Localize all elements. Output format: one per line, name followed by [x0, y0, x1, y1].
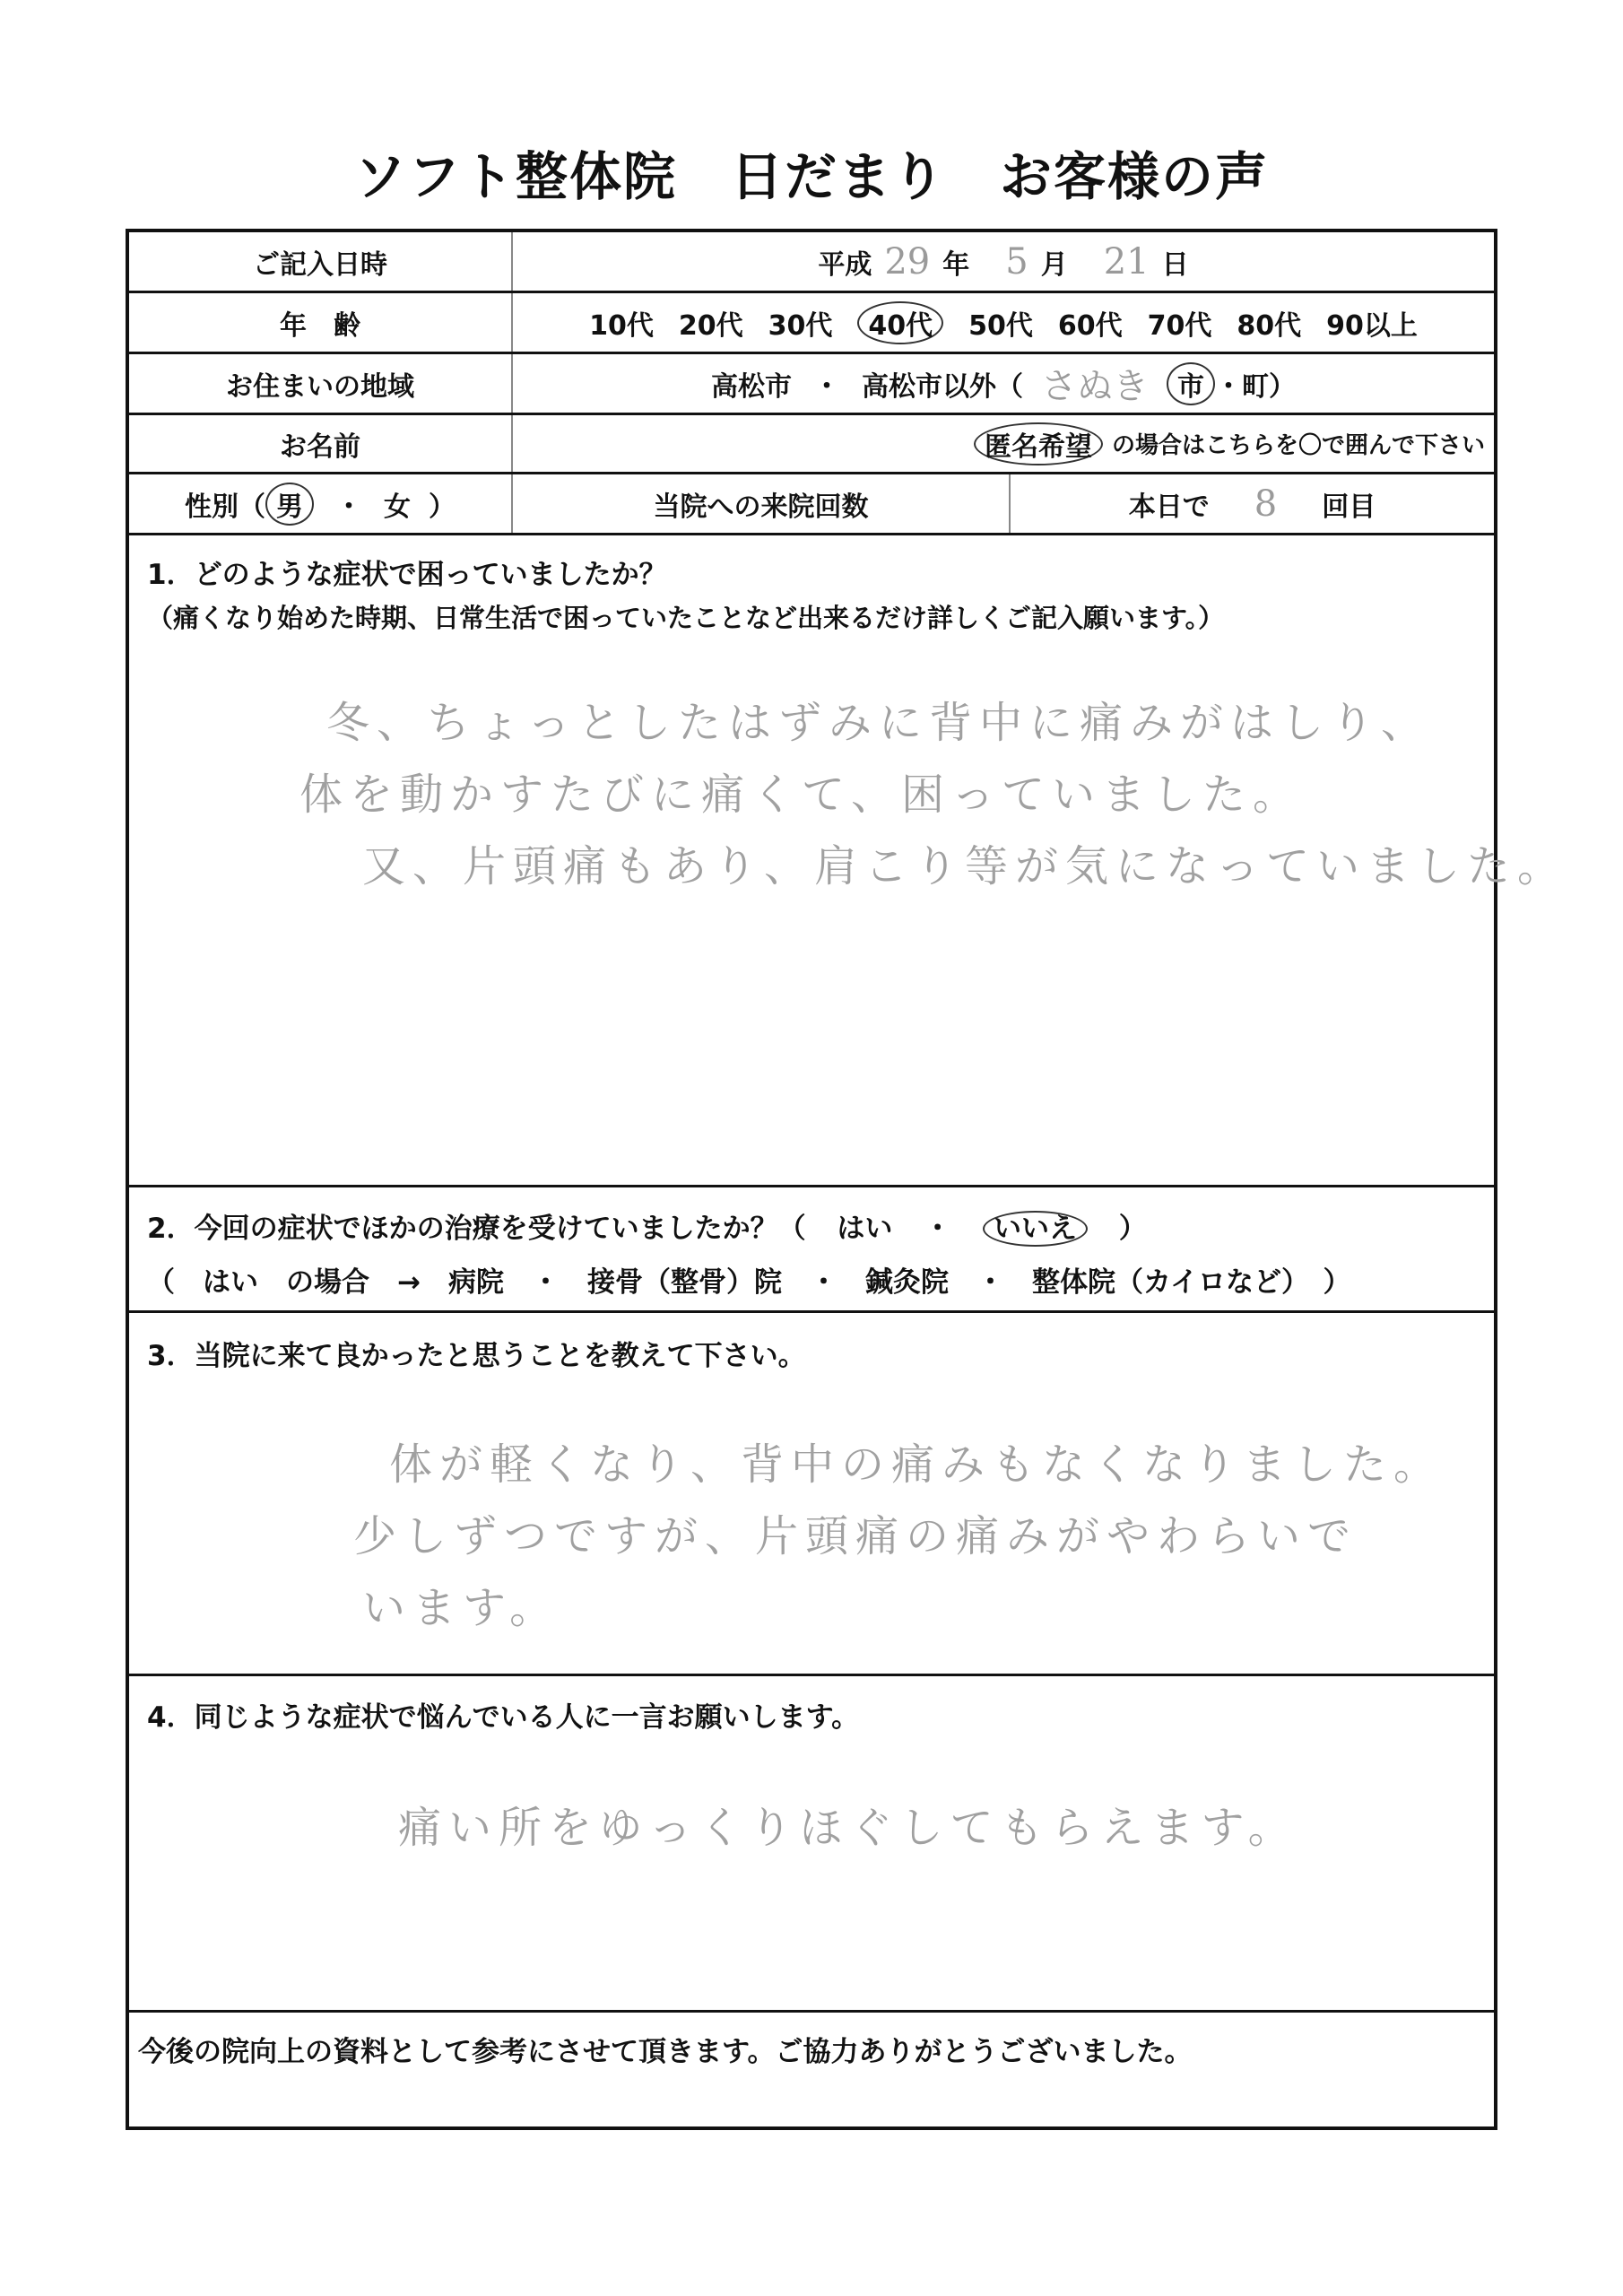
question-2-detail: （ はい の場合 → 病院 ・ 接骨（整骨）院 ・ 鍼灸院 ・ 整体院（カイロなど） ）	[147, 1266, 1351, 1299]
answer-1-line-2[interactable]: 体を動かすたびに痛くて、困っていました。	[299, 770, 1304, 820]
day-value[interactable]: 21	[1103, 240, 1150, 283]
date-value	[513, 232, 1494, 291]
name-value	[513, 415, 1494, 472]
question-3-title: 3．当院に来て良かったと思うことを教えて下さい。	[147, 1340, 806, 1372]
gender-female[interactable]: 女	[384, 491, 411, 523]
area-label: お住まいの地域	[129, 354, 513, 413]
gender-prefix: 性別（	[185, 491, 265, 523]
answer-2-yes[interactable]: はい	[837, 1213, 893, 1245]
day-unit: 日	[1161, 248, 1189, 281]
question-4-title: 4．同じような症状で悩んでいる人に一言お願いします。	[147, 1701, 860, 1734]
survey-form	[126, 229, 1568, 2130]
answer-2-separator: ・	[924, 1213, 952, 1245]
question-2-section	[129, 1187, 1494, 1313]
question-1-title: 1．どのような症状で困っていましたか？	[147, 559, 667, 591]
footer-section	[129, 2013, 1494, 2127]
question-1-subtitle: （痛くなり始めた時期、日常生活で困っていたことなど出来るだけ詳しくご記入願います。）	[147, 603, 1225, 633]
answer-1-line-1[interactable]: 冬、ちょっとしたはずみに背中に痛みがはしり、	[326, 698, 1432, 748]
age-option-30[interactable]: 30代	[768, 309, 833, 342]
age-option-40-selected[interactable]: 40代	[857, 301, 943, 344]
name-row	[129, 415, 1494, 474]
town-unit[interactable]: 町）	[1242, 370, 1296, 403]
today-suffix: 回目	[1322, 491, 1376, 523]
gender-male-selected[interactable]: 男	[265, 483, 314, 526]
area-value	[513, 354, 1494, 413]
age-label: 年 齢	[129, 293, 513, 352]
age-option-10[interactable]: 10代	[589, 309, 654, 342]
answer-1-line-3[interactable]: 又、片頭痛もあり、肩こり等が気になっていました。	[362, 841, 1568, 891]
age-option-90[interactable]: 90以上	[1326, 309, 1418, 342]
page-title: ソフト整体院 日だまり お客様の声	[353, 146, 1269, 207]
age-options	[513, 293, 1494, 352]
visits-label: 当院への来院回数	[513, 474, 1011, 533]
age-option-80[interactable]: 80代	[1237, 309, 1302, 342]
area-option-takamatsu[interactable]: 高松市	[711, 370, 792, 403]
answer-3-line-2[interactable]: 少しずつですが、片頭痛の痛みがやわらいで	[353, 1511, 1358, 1561]
area-separator: ・	[813, 370, 840, 403]
question-4-section	[129, 1676, 1494, 2013]
question-2-title-line	[147, 1205, 1147, 1246]
age-option-50[interactable]: 50代	[968, 309, 1033, 342]
anonymous-note: の場合はこちらを〇で囲んで下さい	[1111, 432, 1485, 459]
answer-4-line-1[interactable]: 痛い所をゆっくりほぐしてもらえます。	[398, 1803, 1298, 1853]
gender-separator: ・	[335, 491, 362, 523]
answer-2-no-selected[interactable]: いいえ	[983, 1211, 1088, 1247]
year-unit: 年	[942, 248, 970, 281]
gender-row	[129, 474, 1494, 535]
city-name-value[interactable]: さぬき	[1041, 366, 1149, 407]
today-prefix: 本日で	[1128, 491, 1210, 523]
answer-3-line-3[interactable]: います。	[362, 1583, 560, 1633]
age-row	[129, 293, 1494, 354]
area-option-outside[interactable]: 高松市以外（	[862, 370, 1023, 403]
age-option-70[interactable]: 70代	[1147, 309, 1212, 342]
date-row	[129, 232, 1494, 293]
month-unit: 月	[1040, 248, 1068, 281]
area-row	[129, 354, 1494, 415]
question-2-title: 2．今回の症状でほかの治療を受けていましたか？（	[147, 1213, 806, 1245]
month-value[interactable]: 5	[1005, 240, 1028, 283]
answer-2-close: ）	[1118, 1213, 1147, 1245]
question-1-section	[129, 535, 1568, 1187]
date-label: ご記入日時	[129, 232, 513, 291]
question-3-section	[129, 1313, 1494, 1676]
name-label: お名前	[129, 415, 513, 472]
area-separator-2: ・	[1215, 370, 1242, 403]
anonymous-selected[interactable]: 匿名希望	[974, 422, 1103, 465]
visit-count-value	[1011, 474, 1494, 533]
era-text: 平成	[818, 248, 872, 281]
age-option-20[interactable]: 20代	[678, 309, 743, 342]
visit-count[interactable]: 8	[1254, 483, 1278, 525]
footer-text: 今後の院向上の資料として参考にさせて頂きます。ご協力ありがとうございました。	[138, 2036, 1193, 2068]
gender-label	[129, 474, 513, 533]
city-unit-selected[interactable]: 市	[1167, 362, 1215, 405]
answer-3-line-1[interactable]: 体が軽くなり、背中の痛みもなくなりました。	[389, 1439, 1445, 1490]
gender-suffix: ）	[429, 491, 456, 523]
age-option-60[interactable]: 60代	[1057, 309, 1123, 342]
year-value[interactable]: 29	[884, 240, 931, 283]
